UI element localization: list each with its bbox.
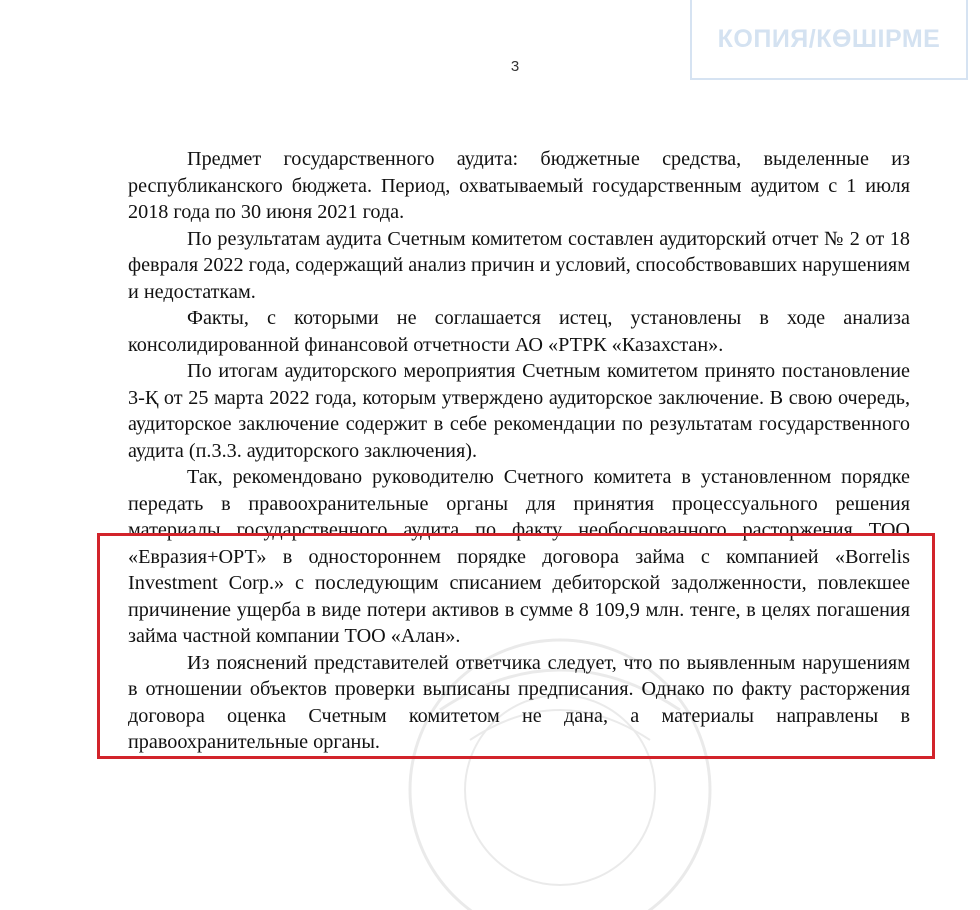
- paragraph-audit-subject: Предмет государственного аудита: бюджетные средства, выделенные из республиканского бюджета. Период, охватываемый государственным аудитом с 1 июля 2018 года по 30 июня 2021 года.: [128, 148, 910, 223]
- paragraph-audit-report: По результатам аудита Счетным комитетом составлен аудиторский отчет № 2 от 18 февраля 2022 года, содержащий анализ причин и условий, способствовавших нарушениям и недостаткам.: [128, 227, 910, 303]
- paragraph-highlighted-recommendation: Так, рекомендовано руководителю Счетного комитета в установленном порядке передать в правоохранительные органы для принятия процессуального решения материалы государственного аудита по факту необоснованного расторжения ТОО «Евразия+ОРТ» в одностороннем порядке договора займа с компанией «Borrelis Investment Corp.» с последующим списанием дебиторской задолженности, повлекшее причинение ущерба в виде потери активов в сумме 8 109,9 млн. тенге, в целях погашения займа частной компании ТОО «Алан».: [128, 466, 910, 647]
- paragraph-disputed-facts: Факты, с которыми не соглашается истец, установлены в ходе анализа консолидированной финансовой отчетности АО «РТРК «Казахстан».: [128, 307, 910, 356]
- page-number: 3: [510, 58, 520, 75]
- document-body: [128, 146, 910, 756]
- paragraph-audit-resolution: По итогам аудиторского мероприятия Счетным комитетом принято постановление 3-Қ от 25 марта 2022 года, которым утверждено аудиторское заключение. В свою очередь, аудиторское заключение содержит в себе рекомендации по результатам государственного аудита (п.3.3. аудиторского заключения).: [128, 360, 910, 462]
- copy-stamp-text: КОПИЯ/КӨШІРМЕ: [717, 24, 941, 53]
- paragraph-defendant-explanation: Из пояснений представителей ответчика следует, что по выявленным нарушениям в отношении объектов проверки выписаны предписания. Однако по факту расторжения договора оценка Счетным комитетом не дана, а материалы направлены в правоохранительные органы.: [128, 651, 910, 753]
